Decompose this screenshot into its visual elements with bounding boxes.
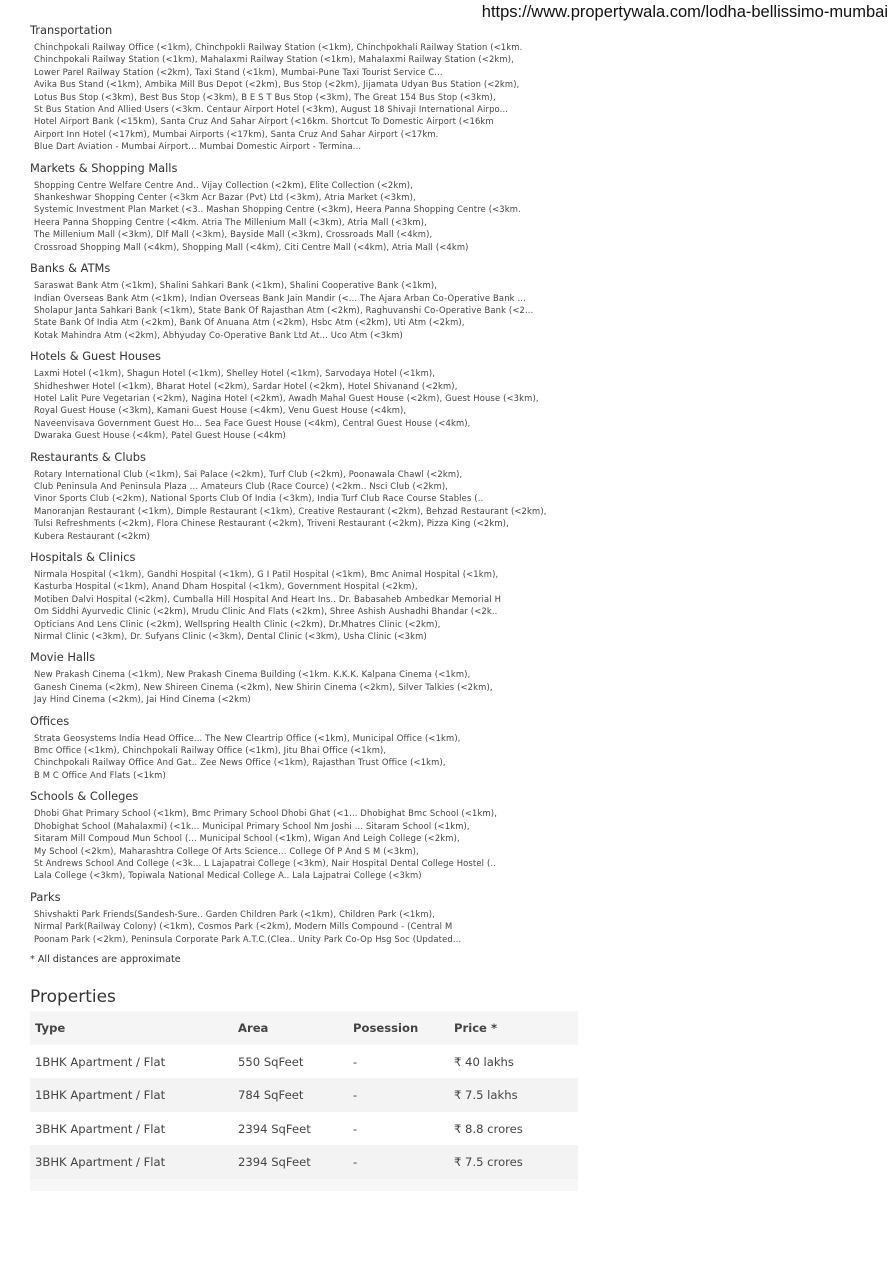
column-header-area: Area xyxy=(233,1011,348,1045)
place-list-line: Nirmal Clinic (<3km), Dr. Sufyans Clinic (<3km), Dental Clinic (<3km), Usha Clinic (<3km) xyxy=(34,631,427,642)
section-lines xyxy=(30,468,880,542)
place-list-line: Heera Panna Shopping Centre (<4km. Atria The Millenium Mall (<3km), Atria Mall (<3km), xyxy=(34,216,427,227)
nearby-section xyxy=(30,649,880,705)
properties-title: Properties xyxy=(30,986,116,1007)
section-title: Offices xyxy=(30,713,70,728)
section-lines xyxy=(30,367,880,441)
cell-type: 3BHK Apartment / Flat xyxy=(30,1145,233,1179)
place-list-line: Dhobighat School (Mahalaxmi) (<1k... Municipal Primary School Nm Joshi ... Sitaram School (<1km), xyxy=(34,820,470,831)
place-list-line: Saraswat Bank Atm (<1km), Shalini Sahkari Bank (<1km), Shalini Cooperative Bank (<1km), xyxy=(34,280,438,291)
section-title: Hotels & Guest Houses xyxy=(30,349,161,364)
cell-area: 2394 SqFeet xyxy=(233,1112,348,1146)
section-lines xyxy=(30,668,880,705)
cell-posession: - xyxy=(348,1078,449,1112)
place-list-line: My School (<2km), Maharashtra College Of Arts Science... College Of P And S M (<3km), xyxy=(34,845,419,856)
place-list-line: Dhobi Ghat Primary School (<1km), Bmc Primary School Dhobi Ghat (<1... Dhobighat Bmc School (<1km), xyxy=(34,808,498,819)
place-list-line: Bmc Office (<1km), Chinchpokali Railway Office (<1km), Jitu Bhai Office (<1km), xyxy=(34,745,387,756)
section-title: Transportation xyxy=(30,23,113,37)
place-list-line: New Prakash Cinema (<1km), New Prakash Cinema Building (<1km. K.K.K. Kalpana Cinema (<1km), xyxy=(34,669,471,680)
place-list-line: Hotel Lalit Pure Vegetarian (<2km), Nagina Hotel (<2km), Awadh Mahal Guest House (<2km), Guest House (<3km), xyxy=(34,392,539,403)
section-lines xyxy=(30,279,880,341)
place-list-line: Chinchpokali Railway Office And Gat.. Zee News Office (<1km), Rajasthan Trust Office (<1km), xyxy=(34,757,446,768)
page-url: https://www.propertywala.com/lodha-bellissimo-mumbai xyxy=(481,3,888,21)
place-list-line: Kotak Mahindra Atm (<2km), Abhyuday Co-Operative Bank Ltd At... Uco Atm (<3km) xyxy=(34,329,403,340)
place-list-line: Naveenvisava Government Guest Ho... Sea Face Guest House (<4km), Central Guest House (<4km), xyxy=(34,417,471,428)
place-list-line: Airport Inn Hotel (<17km), Mumbai Airports (<17km), Santa Cruz And Sahar Airport (<17km. xyxy=(34,128,439,139)
cell-posession: - xyxy=(348,1112,449,1146)
properties-table xyxy=(30,1011,578,1179)
place-list-line: Shidheshwer Hotel (<1km), Bharat Hotel (<2km), Sardar Hotel (<2km), Hotel Shivanand (<2km), xyxy=(34,380,458,391)
place-list-line: Kubera Restaurant (<2km) xyxy=(34,530,151,541)
place-list-line: Manoranjan Restaurant (<1km), Dimple Restaurant (<1km), Creative Restaurant (<2km), Behzad Restaurant (<2km), xyxy=(34,505,547,516)
cell-area: 2394 SqFeet xyxy=(233,1145,348,1179)
place-list-line: State Bank Of India Atm (<2km), Bank Of Anuana Atm (<2km), Hsbc Atm (<2km), Uti Atm (<2km), xyxy=(34,317,465,328)
nearby-section xyxy=(30,160,880,253)
nearby-section xyxy=(30,889,880,945)
place-list-line: Sitaram Mill Compoud Mun School (... Municipal School (<1km), Wigan And Leigh College (<2km), xyxy=(34,833,460,844)
place-list-line: St Andrews School And College (<3k... L Lajapatrai College (<3km), Nair Hospital Dental College Hostel (.. xyxy=(34,857,496,868)
place-list-line: The Millenium Mall (<3km), Dlf Mall (<3km), Bayside Mall (<3km), Crossroads Mall (<4km), xyxy=(34,229,433,240)
section-title: Hospitals & Clinics xyxy=(30,550,136,564)
place-list-line: Poonam Park (<2km), Peninsula Corporate Park A.T.C.(Clea.. Unity Park Co-Op Hsg Soc (Updated... xyxy=(34,933,462,944)
cell-price: ₹ 7.5 lakhs xyxy=(449,1078,578,1112)
nearby-section xyxy=(30,549,880,642)
section-title: Parks xyxy=(30,889,61,904)
section-title: Schools & Colleges xyxy=(30,789,139,804)
place-list-line: Shopping Centre Welfare Centre And.. Vijay Collection (<2km), Elite Collection (<2km), xyxy=(34,179,413,190)
place-list-line: Indian Overseas Bank Atm (<1km), Indian Overseas Bank Jain Mandir (<... The Ajara Arban Co-Operative Bank ... xyxy=(34,292,526,303)
cell-price: ₹ 8.8 crores xyxy=(449,1112,578,1146)
table-row xyxy=(30,1045,578,1079)
section-title: Banks & ATMs xyxy=(30,261,111,276)
cell-price: ₹ 7.5 crores xyxy=(449,1145,578,1179)
column-header-type: Type xyxy=(30,1011,233,1045)
place-list-line: Chinchpokali Railway Station (<1km), Mahalaxmi Railway Station (<1km), Mahalaxmi Railway Station (<2km), xyxy=(34,54,514,65)
table-row xyxy=(30,1078,578,1112)
nearby-section xyxy=(30,22,880,153)
place-list-line: St Bus Station And Allied Users (<3km. Centaur Airport Hotel (<3km), August 18 Shivaji International Airpo... xyxy=(34,104,509,115)
section-lines xyxy=(30,41,880,153)
place-list-line: B M C Office And Flats (<1km) xyxy=(34,769,166,780)
nearby-section xyxy=(30,449,880,542)
place-list-line: Kasturba Hospital (<1km), Anand Dham Hospital (<1km), Government Hospital (<2km), xyxy=(34,581,418,592)
nearby-section xyxy=(30,348,880,441)
place-list-line: Systemic Investment Plan Market (<3.. Mashan Shopping Centre (<3km), Heera Panna Shopping Centre (<3km. xyxy=(34,204,521,215)
section-lines xyxy=(30,908,880,945)
place-list-line: Nirmala Hospital (<1km), Gandhi Hospital (<1km), G I Patil Hospital (<1km), Bmc Animal Hospital (<1km), xyxy=(34,569,499,579)
place-list-line: Lotus Bus Stop (<3km), Best Bus Stop (<3km), B E S T Bus Stop (<3km), The Great 154 Bus Stop (<3km), xyxy=(34,91,496,102)
place-list-line: Chinchpokali Railway Office (<1km), Chinchpokli Railway Station (<1km), Chinchpokhali Railway Station (<1km. xyxy=(34,42,523,52)
place-list-line: Laxmi Hotel (<1km), Shagun Hotel (<1km), Shelley Hotel (<1km), Sarvodaya Hotel (<1km), xyxy=(34,368,436,379)
place-list-line: Lala College (<3km), Topiwala National Medical College A.. Lala Lajpatrai College (<3km) xyxy=(34,870,422,881)
column-header-price: Price * xyxy=(449,1011,578,1045)
section-title: Markets & Shopping Malls xyxy=(30,160,178,175)
distance-note: * All distances are approximate xyxy=(30,953,181,965)
place-list-line: Jay Hind Cinema (<2km), Jai Hind Cinema (<2km) xyxy=(34,694,251,705)
content xyxy=(30,22,880,1191)
section-title: Movie Halls xyxy=(30,650,96,665)
place-list-line: Rotary International Club (<1km), Sai Palace (<2km), Turf Club (<2km), Poonawala Chawl (<2km), xyxy=(34,468,463,479)
place-list-line: Avika Bus Stand (<1km), Ambika Mill Bus Depot (<2km), Bus Stop (<2km), Jijamata Udyan Bus Station (<2km), xyxy=(34,79,520,90)
place-list-line: Hotel Airport Bank (<15km), Santa Cruz And Sahar Airport (<16km. Shortcut To Domestic Airport (<16km xyxy=(34,116,494,127)
cell-area: 550 SqFeet xyxy=(233,1045,348,1079)
table-row xyxy=(30,1145,578,1179)
place-list-line: Shankeshwar Shopping Center (<3km Acr Bazar (Pvt) Ltd (<3km), Atria Market (<3km), xyxy=(34,192,416,203)
cell-type: 1BHK Apartment / Flat xyxy=(30,1078,233,1112)
cell-type: 1BHK Apartment / Flat xyxy=(30,1045,233,1079)
place-list-line: Sholapur Janta Sahkari Bank (<1km), State Bank Of Rajasthan Atm (<2km), Raghuvanshi Co-Operative Bank (<2... xyxy=(34,304,534,315)
cell-posession: - xyxy=(348,1145,449,1179)
place-list-line: Vinor Sports Club (<2km), National Sports Club Of India (<3km), India Turf Club Race Course Stables (.. xyxy=(34,493,484,504)
place-list-line: Tulsi Refreshments (<2km), Flora Chinese Restaurant (<2km), Triveni Restaurant (<2km), Pizza King (<2km), xyxy=(34,518,509,529)
place-list-line: Blue Dart Aviation - Mumbai Airport... Mumbai Domestic Airport - Termina... xyxy=(34,141,362,152)
section-lines xyxy=(30,568,880,642)
place-list-line: Om Siddhi Ayurvedic Clinic (<2km), Mrudu Clinic And Flats (<2km), Shree Ashish Aushadhi Bhandar (<2k.. xyxy=(34,606,498,617)
place-list-line: Strata Geosystems India Head Office... The New Cleartrip Office (<1km), Municipal Office (<1km), xyxy=(34,732,461,743)
cell-area: 784 SqFeet xyxy=(233,1078,348,1112)
nearby-section xyxy=(30,713,880,782)
table-header-row xyxy=(30,1011,578,1045)
table-footer xyxy=(30,1179,578,1191)
place-list-line: Club Peninsula And Peninsula Plaza ... Amateurs Club (Race Cource) (<2km.. Nsci Club (<2km), xyxy=(34,480,449,491)
place-list-line: Ganesh Cinema (<2km), New Shireen Cinema (<2km), New Shirin Cinema (<2km), Silver Talkies (<2km), xyxy=(34,681,493,692)
place-list-line: Lower Parel Railway Station (<2km), Taxi Stand (<1km), Mumbai-Pune Taxi Tourist Service C... xyxy=(34,66,443,77)
place-list-line: Nirmal Park(Railway Colony) (<1km), Cosmos Park (<2km), Modern Mills Compound - (Central M xyxy=(34,921,453,932)
section-lines xyxy=(30,807,880,881)
section-lines xyxy=(30,179,880,253)
place-list-line: Dwaraka Guest House (<4km), Patel Guest House (<4km) xyxy=(34,430,286,441)
cell-type: 3BHK Apartment / Flat xyxy=(30,1112,233,1146)
place-list-line: Royal Guest House (<3km), Kamani Guest House (<4km), Venu Guest House (<4km), xyxy=(34,405,407,416)
cell-price: ₹ 40 lakhs xyxy=(449,1045,578,1079)
place-list-line: Shivshakti Park Friends(Sandesh-Sure.. Garden Children Park (<1km), Children Park (<1km), xyxy=(34,908,435,919)
section-title: Restaurants & Clubs xyxy=(30,449,146,464)
place-list-line: Crossroad Shopping Mall (<4km), Shopping Mall (<4km), Citi Centre Mall (<4km), Atria Mall (<4km) xyxy=(34,241,469,252)
column-header-posession: Posession xyxy=(348,1011,449,1045)
place-list-line: Opticians And Lens Clinic (<2km), Wellspring Health Clinic (<2km), Dr.Mhatres Clinic (<2km), xyxy=(34,618,441,629)
table-row xyxy=(30,1112,578,1146)
nearby-sections xyxy=(30,22,880,945)
place-list-line: Motiben Dalvi Hospital (<2km), Cumballa Hill Hospital And Heart Ins.. Dr. Babasaheb Ambedkar Memorial H xyxy=(34,593,502,604)
nearby-section xyxy=(30,260,880,341)
cell-posession: - xyxy=(348,1045,449,1079)
section-lines xyxy=(30,732,880,782)
nearby-section xyxy=(30,788,880,881)
